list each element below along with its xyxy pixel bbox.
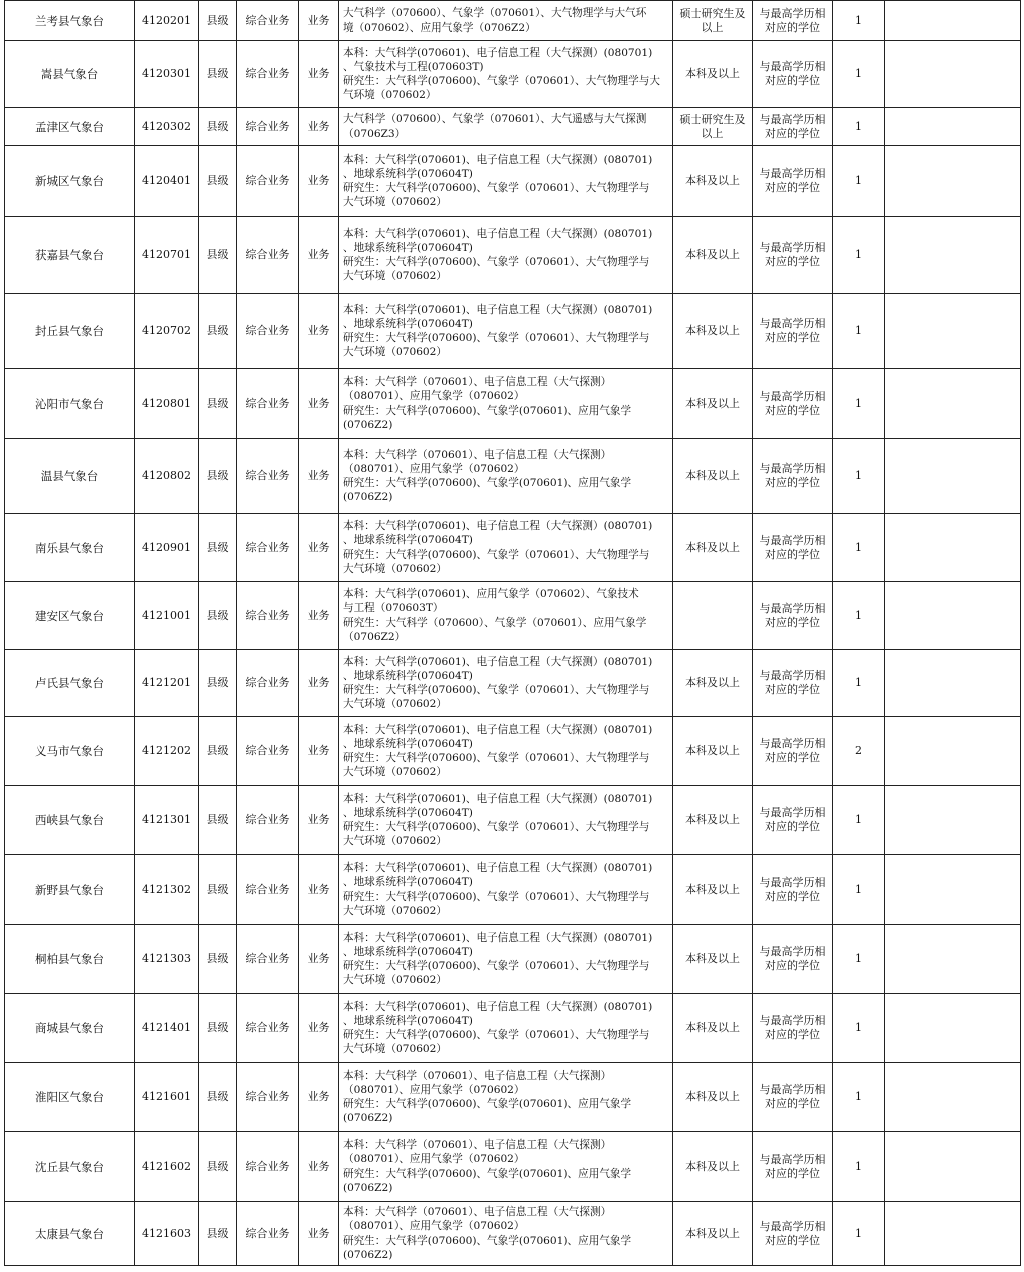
note-cell: [885, 146, 1021, 217]
table-row: [5, 994, 1021, 1063]
education-cell: 本科及以上: [673, 439, 753, 514]
education-cell: 本科及以上: [673, 855, 753, 925]
major-cell: 本科：大气科学(070601)、电子信息工程（大气探测）(080701) 、地球系统科学(070604T) 研究生：大气科学(070600)、气象学（070601）、大气物理学与 大气环境（070602）: [339, 994, 673, 1063]
type-cell: 业务: [299, 514, 339, 582]
table-row: [5, 1132, 1021, 1202]
major-cell: 大气科学（070600）、气象学（070601）、大气遥感与大气探测 （0706Z3）: [339, 108, 673, 146]
count-cell: 1: [833, 1202, 885, 1266]
type-cell: 业务: [299, 855, 339, 925]
degree-cell: 与最高学历相 对应的学位: [753, 146, 833, 217]
degree-cell: 与最高学历相 对应的学位: [753, 439, 833, 514]
degree-cell: 与最高学历相 对应的学位: [753, 1132, 833, 1202]
education-cell: 本科及以上: [673, 1063, 753, 1132]
education-cell: 本科及以上: [673, 994, 753, 1063]
table-row: [5, 439, 1021, 514]
unit-cell: 商城县气象台: [5, 994, 135, 1063]
note-cell: [885, 369, 1021, 439]
category-cell: 综合业务: [237, 1063, 299, 1132]
note-cell: [885, 994, 1021, 1063]
unit-cell: 孟津区气象台: [5, 108, 135, 146]
education-cell: 本科及以上: [673, 294, 753, 369]
education-cell: 本科及以上: [673, 650, 753, 717]
position-code-cell: 4121401: [135, 994, 199, 1063]
level-cell: 县级: [199, 855, 237, 925]
unit-cell: 桐柏县气象台: [5, 925, 135, 994]
type-cell: 业务: [299, 369, 339, 439]
table-row: [5, 108, 1021, 146]
position-code-cell: 4120201: [135, 1, 199, 41]
table-row: [5, 925, 1021, 994]
table-row: [5, 650, 1021, 717]
major-cell: 本科：大气科学(070601)、电子信息工程（大气探测）(080701) 、地球系统科学(070604T) 研究生：大气科学(070600)、气象学（070601）、大气物理学与 大气环境（070602）: [339, 217, 673, 294]
count-cell: 2: [833, 717, 885, 786]
table-row: [5, 514, 1021, 582]
count-cell: 1: [833, 41, 885, 108]
degree-cell: 与最高学历相 对应的学位: [753, 41, 833, 108]
category-cell: 综合业务: [237, 582, 299, 650]
major-cell: 本科：大气科学(070601)、电子信息工程（大气探测）(080701) 、地球系统科学(070604T) 研究生：大气科学(070600)、气象学（070601）、大气物理学与 大气环境（070602）: [339, 650, 673, 717]
degree-cell: 与最高学历相 对应的学位: [753, 925, 833, 994]
position-code-cell: 4121302: [135, 855, 199, 925]
position-code-cell: 4121201: [135, 650, 199, 717]
type-cell: 业务: [299, 1063, 339, 1132]
education-cell: 本科及以上: [673, 1202, 753, 1266]
category-cell: 综合业务: [237, 994, 299, 1063]
level-cell: 县级: [199, 994, 237, 1063]
level-cell: 县级: [199, 1063, 237, 1132]
category-cell: 综合业务: [237, 369, 299, 439]
type-cell: 业务: [299, 786, 339, 855]
table-row: [5, 717, 1021, 786]
count-cell: 1: [833, 1132, 885, 1202]
major-cell: 本科：大气科学(070601)、电子信息工程（大气探测）(080701) 、地球系统科学(070604T) 研究生：大气科学(070600)、气象学（070601）、大气物理学与 大气环境（070602）: [339, 855, 673, 925]
level-cell: 县级: [199, 369, 237, 439]
level-cell: 县级: [199, 108, 237, 146]
level-cell: 县级: [199, 217, 237, 294]
table-row: [5, 855, 1021, 925]
degree-cell: 与最高学历相 对应的学位: [753, 369, 833, 439]
count-cell: 1: [833, 217, 885, 294]
note-cell: [885, 1132, 1021, 1202]
type-cell: 业务: [299, 41, 339, 108]
education-cell: 本科及以上: [673, 1132, 753, 1202]
note-cell: [885, 294, 1021, 369]
degree-cell: 与最高学历相 对应的学位: [753, 514, 833, 582]
major-cell: 本科：大气科学(070601)、电子信息工程（大气探测）(080701) 、地球系统科学(070604T) 研究生：大气科学(070600)、气象学（070601）、大气物理学与 大气环境（070602）: [339, 146, 673, 217]
table-row: [5, 1063, 1021, 1132]
unit-cell: 南乐县气象台: [5, 514, 135, 582]
recruitment-table: [4, 0, 1021, 1266]
count-cell: 1: [833, 925, 885, 994]
position-code-cell: 4120901: [135, 514, 199, 582]
type-cell: 业务: [299, 582, 339, 650]
category-cell: 综合业务: [237, 294, 299, 369]
table-row: [5, 582, 1021, 650]
count-cell: 1: [833, 294, 885, 369]
count-cell: 1: [833, 146, 885, 217]
unit-cell: 新野县气象台: [5, 855, 135, 925]
degree-cell: 与最高学历相 对应的学位: [753, 108, 833, 146]
note-cell: [885, 514, 1021, 582]
type-cell: 业务: [299, 650, 339, 717]
education-cell: [673, 582, 753, 650]
position-code-cell: 4120701: [135, 217, 199, 294]
level-cell: 县级: [199, 1, 237, 41]
education-cell: 本科及以上: [673, 514, 753, 582]
level-cell: 县级: [199, 514, 237, 582]
type-cell: 业务: [299, 108, 339, 146]
major-cell: 本科：大气科学(070601)、电子信息工程（大气探测）(080701) 、地球系统科学(070604T) 研究生：大气科学(070600)、气象学（070601）、大气物理学与 大气环境（070602）: [339, 294, 673, 369]
major-cell: 本科：大气科学(070601)、电子信息工程（大气探测）(080701) 、气象技术与工程(070603T) 研究生：大气科学(070600)、气象学（070601）、大气物理学与大 气环境（070602）: [339, 41, 673, 108]
note-cell: [885, 1202, 1021, 1266]
level-cell: 县级: [199, 41, 237, 108]
unit-cell: 获嘉县气象台: [5, 217, 135, 294]
type-cell: 业务: [299, 925, 339, 994]
major-cell: 本科：大气科学（070601）、电子信息工程（大气探测） （080701）、应用气象学（070602） 研究生：大气科学(070600)、气象学(070601)、应用气象学 (0706Z2): [339, 369, 673, 439]
position-code-cell: 4121303: [135, 925, 199, 994]
category-cell: 综合业务: [237, 1, 299, 41]
education-cell: 本科及以上: [673, 717, 753, 786]
note-cell: [885, 439, 1021, 514]
note-cell: [885, 217, 1021, 294]
degree-cell: 与最高学历相 对应的学位: [753, 582, 833, 650]
note-cell: [885, 925, 1021, 994]
major-cell: 本科：大气科学(070601)、应用气象学（070602）、气象技术 与工程（070603T） 研究生：大气科学（070600）、气象学（070601）、应用气象学 （0706Z2）: [339, 582, 673, 650]
category-cell: 综合业务: [237, 786, 299, 855]
count-cell: 1: [833, 1, 885, 41]
type-cell: 业务: [299, 1202, 339, 1266]
note-cell: [885, 41, 1021, 108]
position-code-cell: 4121602: [135, 1132, 199, 1202]
major-cell: 本科：大气科学（070601）、电子信息工程（大气探测） （080701）、应用气象学（070602） 研究生：大气科学(070600)、气象学(070601)、应用气象学 (0706Z2): [339, 439, 673, 514]
unit-cell: 温县气象台: [5, 439, 135, 514]
degree-cell: 与最高学历相 对应的学位: [753, 994, 833, 1063]
note-cell: [885, 582, 1021, 650]
education-cell: 硕士研究生及 以上: [673, 108, 753, 146]
level-cell: 县级: [199, 294, 237, 369]
count-cell: 1: [833, 514, 885, 582]
type-cell: 业务: [299, 439, 339, 514]
major-cell: 本科：大气科学(070601)、电子信息工程（大气探测）(080701) 、地球系统科学(070604T) 研究生：大气科学(070600)、气象学（070601）、大气物理学与 大气环境（070602）: [339, 925, 673, 994]
unit-cell: 太康县气象台: [5, 1202, 135, 1266]
table-row: [5, 1202, 1021, 1266]
degree-cell: 与最高学历相 对应的学位: [753, 1063, 833, 1132]
category-cell: 综合业务: [237, 650, 299, 717]
category-cell: 综合业务: [237, 41, 299, 108]
unit-cell: 嵩县气象台: [5, 41, 135, 108]
table-row: [5, 369, 1021, 439]
level-cell: 县级: [199, 1132, 237, 1202]
major-cell: 本科：大气科学（070601）、电子信息工程（大气探测） （080701）、应用气象学（070602） 研究生：大气科学(070600)、气象学(070601)、应用气象学 (0706Z2): [339, 1063, 673, 1132]
type-cell: 业务: [299, 294, 339, 369]
level-cell: 县级: [199, 582, 237, 650]
count-cell: 1: [833, 994, 885, 1063]
category-cell: 综合业务: [237, 855, 299, 925]
major-cell: 本科：大气科学（070601）、电子信息工程（大气探测） （080701）、应用气象学（070602） 研究生：大气科学(070600)、气象学(070601)、应用气象学 (0706Z2): [339, 1202, 673, 1266]
table-row: [5, 217, 1021, 294]
count-cell: 1: [833, 369, 885, 439]
unit-cell: 封丘县气象台: [5, 294, 135, 369]
education-cell: 本科及以上: [673, 41, 753, 108]
level-cell: 县级: [199, 786, 237, 855]
category-cell: 综合业务: [237, 514, 299, 582]
category-cell: 综合业务: [237, 108, 299, 146]
degree-cell: 与最高学历相 对应的学位: [753, 1202, 833, 1266]
degree-cell: 与最高学历相 对应的学位: [753, 1, 833, 41]
table-row: [5, 786, 1021, 855]
major-cell: 本科：大气科学(070601)、电子信息工程（大气探测）(080701) 、地球系统科学(070604T) 研究生：大气科学(070600)、气象学（070601）、大气物理学与 大气环境（070602）: [339, 514, 673, 582]
unit-cell: 淮阳区气象台: [5, 1063, 135, 1132]
type-cell: 业务: [299, 217, 339, 294]
level-cell: 县级: [199, 439, 237, 514]
level-cell: 县级: [199, 1202, 237, 1266]
degree-cell: 与最高学历相 对应的学位: [753, 786, 833, 855]
unit-cell: 沈丘县气象台: [5, 1132, 135, 1202]
level-cell: 县级: [199, 925, 237, 994]
type-cell: 业务: [299, 994, 339, 1063]
category-cell: 综合业务: [237, 146, 299, 217]
note-cell: [885, 1, 1021, 41]
note-cell: [885, 717, 1021, 786]
category-cell: 综合业务: [237, 439, 299, 514]
count-cell: 1: [833, 108, 885, 146]
education-cell: 本科及以上: [673, 217, 753, 294]
type-cell: 业务: [299, 717, 339, 786]
unit-cell: 沁阳市气象台: [5, 369, 135, 439]
position-code-cell: 4120302: [135, 108, 199, 146]
count-cell: 1: [833, 582, 885, 650]
position-code-cell: 4121301: [135, 786, 199, 855]
note-cell: [885, 855, 1021, 925]
education-cell: 本科及以上: [673, 925, 753, 994]
level-cell: 县级: [199, 650, 237, 717]
degree-cell: 与最高学历相 对应的学位: [753, 650, 833, 717]
category-cell: 综合业务: [237, 1132, 299, 1202]
category-cell: 综合业务: [237, 217, 299, 294]
unit-cell: 西峡县气象台: [5, 786, 135, 855]
unit-cell: 卢氏县气象台: [5, 650, 135, 717]
note-cell: [885, 108, 1021, 146]
unit-cell: 新城区气象台: [5, 146, 135, 217]
count-cell: 1: [833, 1063, 885, 1132]
count-cell: 1: [833, 855, 885, 925]
unit-cell: 义马市气象台: [5, 717, 135, 786]
degree-cell: 与最高学历相 对应的学位: [753, 294, 833, 369]
note-cell: [885, 786, 1021, 855]
major-cell: 本科：大气科学(070601)、电子信息工程（大气探测）(080701) 、地球系统科学(070604T) 研究生：大气科学(070600)、气象学（070601）、大气物理学与 大气环境（070602）: [339, 717, 673, 786]
category-cell: 综合业务: [237, 717, 299, 786]
position-code-cell: 4120702: [135, 294, 199, 369]
degree-cell: 与最高学历相 对应的学位: [753, 717, 833, 786]
category-cell: 综合业务: [237, 1202, 299, 1266]
degree-cell: 与最高学历相 对应的学位: [753, 217, 833, 294]
count-cell: 1: [833, 439, 885, 514]
position-code-cell: 4121601: [135, 1063, 199, 1132]
level-cell: 县级: [199, 717, 237, 786]
type-cell: 业务: [299, 1, 339, 41]
level-cell: 县级: [199, 146, 237, 217]
major-cell: 本科：大气科学（070601）、电子信息工程（大气探测） （080701）、应用气象学（070602） 研究生：大气科学(070600)、气象学(070601)、应用气象学 (0706Z2): [339, 1132, 673, 1202]
major-cell: 大气科学（070600）、气象学（070601）、大气物理学与大气环 境（070602）、应用气象学（0706Z2）: [339, 1, 673, 41]
note-cell: [885, 650, 1021, 717]
table-row: [5, 146, 1021, 217]
count-cell: 1: [833, 786, 885, 855]
education-cell: 本科及以上: [673, 786, 753, 855]
table-row: [5, 41, 1021, 108]
position-code-cell: 4120802: [135, 439, 199, 514]
education-cell: 本科及以上: [673, 146, 753, 217]
position-code-cell: 4120801: [135, 369, 199, 439]
table-row: [5, 294, 1021, 369]
note-cell: [885, 1063, 1021, 1132]
position-code-cell: 4120401: [135, 146, 199, 217]
category-cell: 综合业务: [237, 925, 299, 994]
count-cell: 1: [833, 650, 885, 717]
degree-cell: 与最高学历相 对应的学位: [753, 855, 833, 925]
education-cell: 本科及以上: [673, 369, 753, 439]
education-cell: 硕士研究生及 以上: [673, 1, 753, 41]
major-cell: 本科：大气科学(070601)、电子信息工程（大气探测）(080701) 、地球系统科学(070604T) 研究生：大气科学(070600)、气象学（070601）、大气物理学与 大气环境（070602）: [339, 786, 673, 855]
type-cell: 业务: [299, 146, 339, 217]
type-cell: 业务: [299, 1132, 339, 1202]
unit-cell: 建安区气象台: [5, 582, 135, 650]
unit-cell: 兰考县气象台: [5, 1, 135, 41]
position-code-cell: 4121001: [135, 582, 199, 650]
position-code-cell: 4121202: [135, 717, 199, 786]
table-row: [5, 1, 1021, 41]
position-code-cell: 4120301: [135, 41, 199, 108]
position-code-cell: 4121603: [135, 1202, 199, 1266]
